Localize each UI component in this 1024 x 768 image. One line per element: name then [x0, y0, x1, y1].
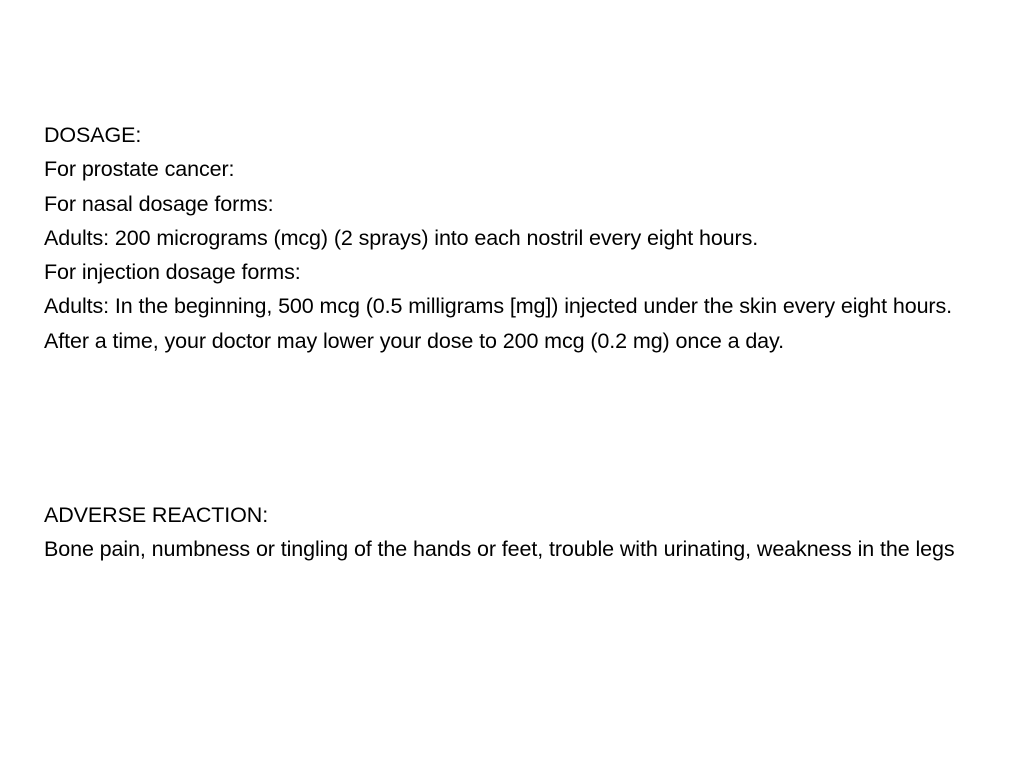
adverse-reaction-section — [44, 498, 994, 567]
dosage-heading: DOSAGE: — [44, 123, 142, 147]
injection-adult-dose: Adults: In the beginning, 500 mcg (0.5 milligrams [mg]) injected under the skin every eight hours. After a time, your doctor may lower your dose to 200 mcg (0.2 mg) once a day. — [44, 294, 953, 353]
adverse-reaction-text: Bone pain, numbness or tingling of the hands or feet, trouble with urinating, weakness in the legs — [44, 537, 955, 562]
adverse-reaction-heading: ADVERSE REACTION: — [44, 503, 269, 527]
dosage-condition: For prostate cancer: — [44, 157, 235, 182]
dosage-section — [44, 118, 994, 358]
nasal-adult-dose: Adults: 200 micrograms (mcg) (2 sprays) into each nostril every eight hours. — [44, 225, 759, 250]
nasal-forms-label: For nasal dosage forms: — [44, 191, 274, 216]
injection-forms-label: For injection dosage forms: — [44, 260, 301, 285]
